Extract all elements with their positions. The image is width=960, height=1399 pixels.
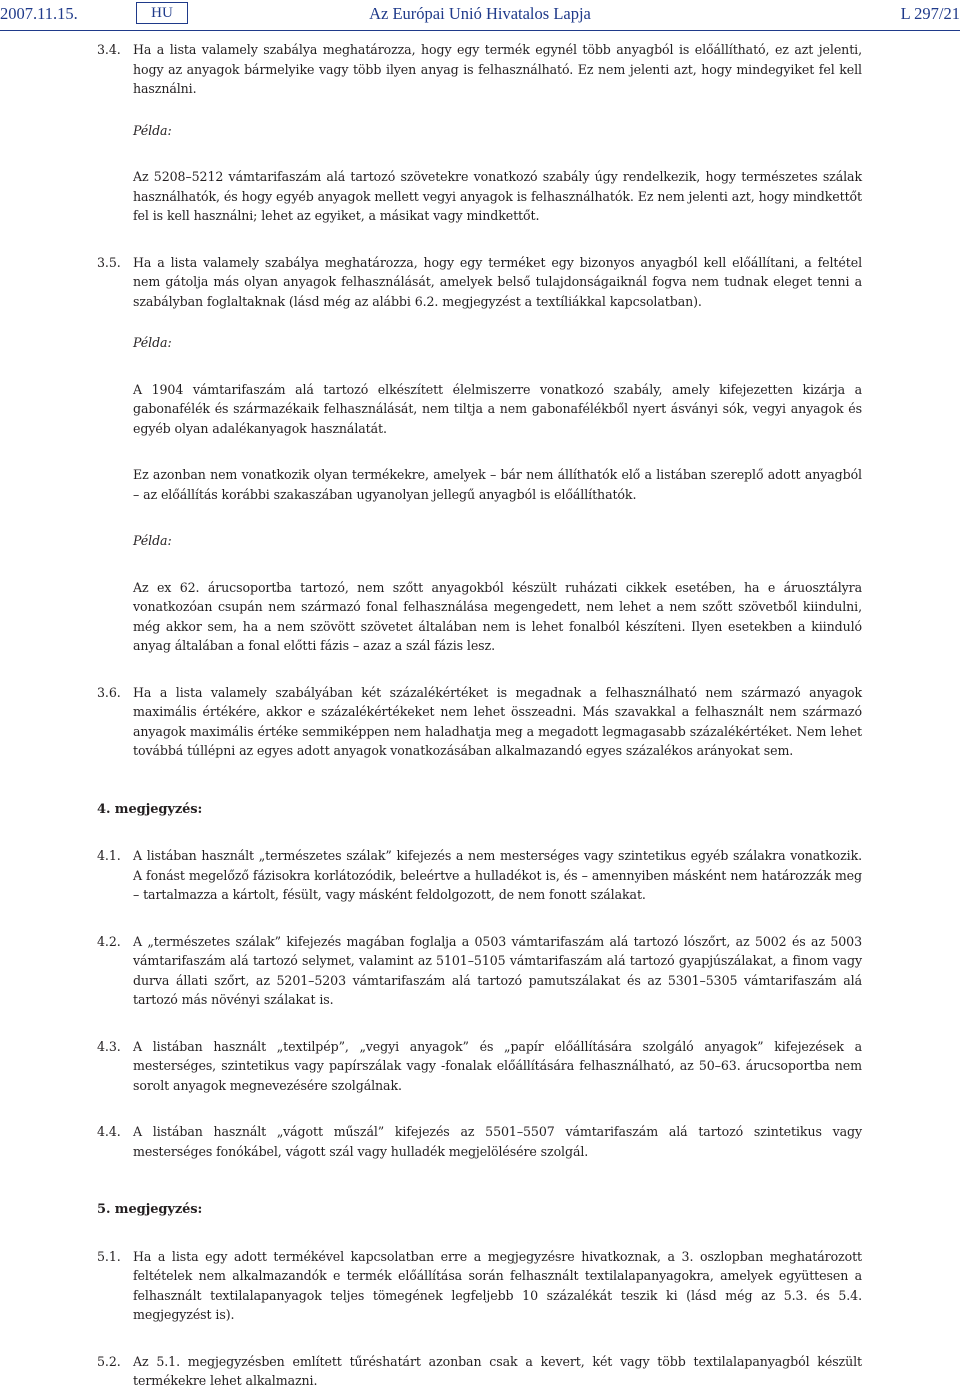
section-text: Ha a lista valamely szabályában két százalékértéket is megadnak a felhasználható nem származó anyagok maximális értékére, akkor e százalékértékeket nem lehet összeadni. Más szavakkal a felhasznált nem származó anyagok maximális értéke semmiképpen nem haladhatja meg a megadott legmagasabb százalékértéket. Nem lehet továbbá túllépni az egyes adott anyagok vonatkozásában alkalmazandó egyes százalékos arányokat sem. xyxy=(133,684,862,758)
item-number: 5.2. xyxy=(97,1353,121,1369)
publication-date: 2007.11.15. xyxy=(0,4,78,23)
item-number: 4.4. xyxy=(97,1124,121,1139)
section-text: Ha a lista valamely szabálya meghatározza, hogy egy terméket egy bizonyos anyagból kell előállítani, a feltétel nem gátolja más olyan anyagok felhasználását, amelyek belső tulajdonságaiknál fogva nem tudnak eleget tenni a szabályban foglaltaknak (lásd még az alábbi 6.2. megjegyzést a textíliákkal kapcsolatban). xyxy=(133,254,862,309)
example-label: Példa: xyxy=(133,335,172,350)
note-item xyxy=(0,932,862,1010)
section-3-5 xyxy=(0,253,862,312)
section-number: 3.6. xyxy=(97,684,121,700)
item-text: A listában használt „textilpép”, „vegyi anyagok” és „papír előállítására szolgáló anyagok” kifejezések a mesterséges, szintetikus vagy papírszálak vagy -fonalak előállítására felhasználható, az 50–63. árucsoportba nem sorolt anyagok megnevezésére szolgálnak. xyxy=(133,1038,862,1093)
example-label: Példa: xyxy=(133,533,172,548)
item-text: A listában használt „vágott műszál” kifejezés az 5501–5507 vámtarifaszám alá tartozó szintetikus vagy mesterséges fonókábel, vágott szál vagy hulladék megjelölésére szolgál. xyxy=(133,1124,862,1159)
example-text: A 1904 vámtarifaszám alá tartozó elkészített élelmiszerre vonatkozó szabály, amely kifejezetten kizárja a gabonafélék és származékaik felhasználását, nem tiltja a nem gabonafélékből nyert ásványi sók, vegyi anyagok és egyéb olyan adalékanyagok használatát. xyxy=(133,381,862,436)
example-text: Az 5208–5212 vámtarifaszám alá tartozó szövetekre vonatkozó szabály úgy rendelkezik, hogy természetes szálak használhatók, és hogy egyéb anyagok mellett vegyi anyagok is felhasználhatók. Ez nem jelenti azt, hogy mindkettőt fel is kell használni; lehet az egyiket, a másikat vagy mindkettőt. xyxy=(133,169,862,223)
item-text: A „természetes szálak” kifejezés magában foglalja a 0503 vámtarifaszám alá tartozó lószőrt, az 5002 és az 5003 vámtarifaszám alá tartozó selymet, valamint az 5101–5105 vámtarifaszám alá tartozó gyapjúszálakat, a finom vagy durva állati szőrt, az 5201–5203 vámtarifaszám alá tartozó pamutszálakat és az 5301–5305 vámtarifaszám alá tartozó más növényi szálakat is. xyxy=(133,933,862,1007)
item-text: A listában használt „természetes szálak” kifejezés a nem mesterséges vagy szintetikus egyéb szálakra vonatkozik. A fonást megelőző fázisokra korlátozódik, beleértve a hulladékot is, és – amennyiben másként nem határozzák meg – tartalmazza a kártolt, fésült, vagy másként feldolgozott, de nem fonott szálakat. xyxy=(133,848,862,902)
section-text: Ha a lista valamely szabálya meghatározza, hogy egy termék egynél több anyagból is előállítható, ez azt jelenti, hogy az anyagok bármelyike vagy több ilyen anyag is felhasználható. Ez nem jelenti azt, hogy mindegyiket fel kell használni. xyxy=(133,42,862,96)
note-item xyxy=(0,846,862,905)
example-text: Az ex 62. árucsoportba tartozó, nem szőtt anyagokból készült ruházati cikkek esetében, ha e áruosztályra vonatkozóan csupán nem származó fonal felhasználása megengedett, nem lehet a nem szőtt szövetből kiindulni, még akkor sem, ha a nem szövött szövetet általában nem is lehet fonalból készíteni. Ilyen esetekben a kiinduló anyag általában a fonal előtti fázis – azaz a szál fázis lesz. xyxy=(133,579,862,653)
journal-title: Az Európai Unió Hivatalos Lapja xyxy=(369,4,591,23)
header-divider xyxy=(0,30,960,31)
note-item xyxy=(0,1247,862,1325)
paragraph-text: Ez azonban nem vonatkozik olyan termékekre, amelyek – bár nem állíthatók elő a listában szereplő adott anyagból – az előállítás korábbi szakaszában ugyanolyan jellegű anyagból is előállíthatók. xyxy=(133,467,862,502)
page-number: L 297/21 xyxy=(900,4,960,23)
section-3-6 xyxy=(0,683,862,761)
example-label: Példa: xyxy=(133,122,172,138)
item-number: 4.3. xyxy=(97,1038,121,1054)
section-number: 3.5. xyxy=(97,254,121,270)
note-item xyxy=(0,1352,862,1391)
item-text: Az 5.1. megjegyzésben említett tűréshatárt azonban csak a kevert, két vagy több textilalapanyagból készült termékekre lehet alkalmazni. xyxy=(133,1353,862,1388)
item-number: 4.1. xyxy=(97,848,121,863)
section-3-4 xyxy=(0,40,862,99)
note-5-heading: 5. megjegyzés: xyxy=(97,1202,203,1217)
language-badge: HU xyxy=(136,2,188,24)
note-item xyxy=(0,1122,862,1161)
item-text: Ha a lista egy adott termékével kapcsolatban erre a megjegyzésre hivatkoznak, a 3. oszlopban meghatározott feltételek nem alkalmazandók e termék előállítása során felhasznált textilalapanyagokra, amelyek együttesen a felhasznált textilalapanyagok teljes tömegének legfeljebb 10 százalékát teszik ki (lásd még az 5.3. és 5.4. megjegyzést is). xyxy=(133,1248,862,1322)
item-number: 5.1. xyxy=(97,1248,121,1264)
section-number: 3.4. xyxy=(97,42,121,57)
item-number: 4.2. xyxy=(97,933,121,949)
document-body xyxy=(0,40,960,1391)
note-item xyxy=(0,1037,862,1096)
page-header xyxy=(0,0,960,28)
note-4-heading: 4. megjegyzés: xyxy=(97,801,203,817)
